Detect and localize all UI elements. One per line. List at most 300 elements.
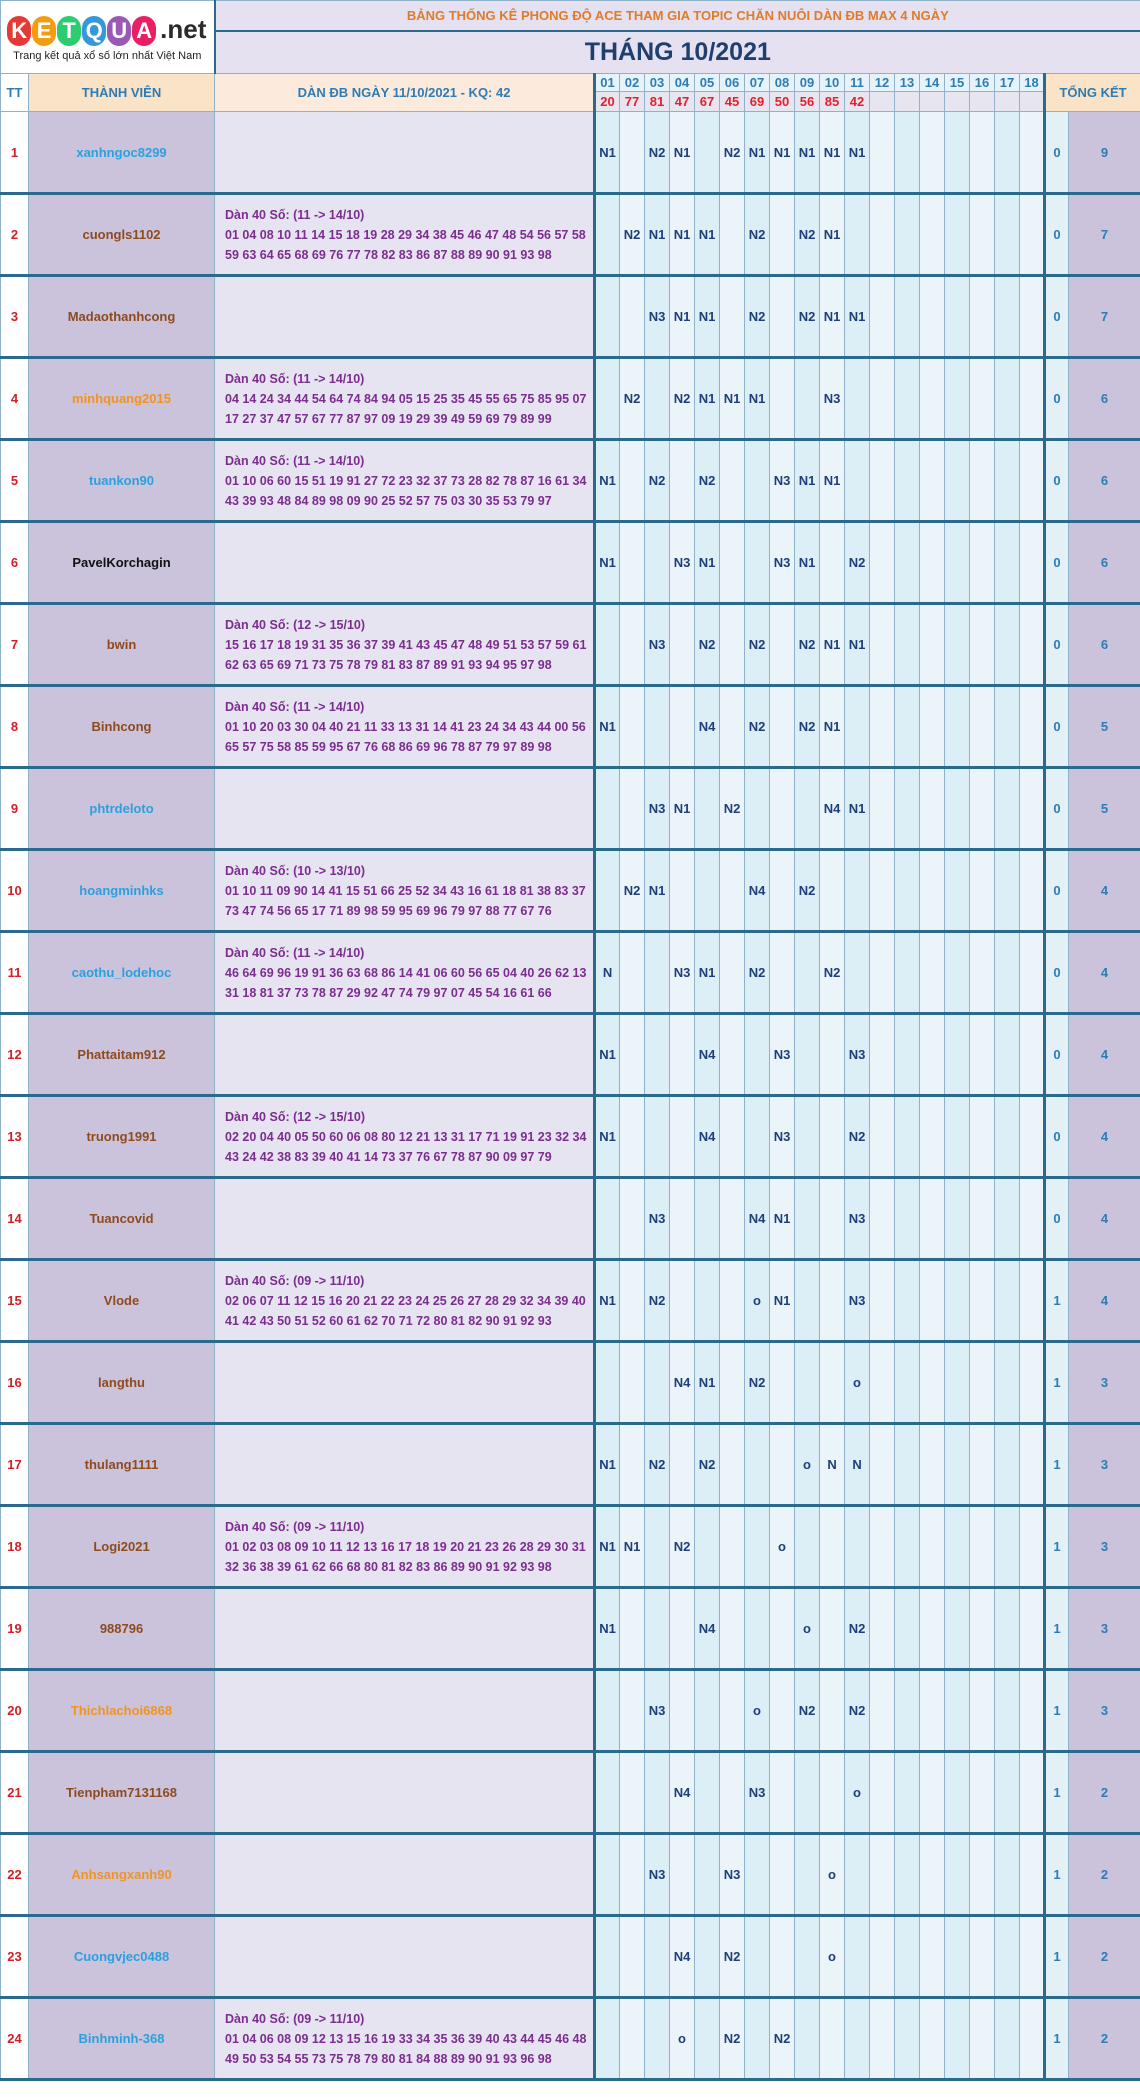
dan-cell xyxy=(215,1014,595,1096)
day-mark: o xyxy=(745,1670,770,1752)
day-mark xyxy=(970,194,995,276)
day-result: 20 xyxy=(595,92,620,112)
day-mark xyxy=(645,358,670,440)
day-mark: N2 xyxy=(745,1342,770,1424)
summary-hits: 1 xyxy=(1045,1752,1069,1834)
member-name[interactable]: cuongls1102 xyxy=(29,194,215,276)
day-mark: N4 xyxy=(695,1096,720,1178)
logo-letters xyxy=(7,18,157,43)
member-row xyxy=(1,1014,1140,1096)
day-mark: N1 xyxy=(620,1506,645,1588)
summary-total: 4 xyxy=(1069,1178,1140,1260)
day-mark xyxy=(845,932,870,1014)
day-mark: N3 xyxy=(645,1178,670,1260)
day-mark xyxy=(595,1670,620,1752)
member-name[interactable]: Binhminh-368 xyxy=(29,1998,215,2080)
member-name[interactable]: bwin xyxy=(29,604,215,686)
day-mark xyxy=(970,440,995,522)
day-mark xyxy=(820,1342,845,1424)
day-mark xyxy=(945,850,970,932)
day-mark xyxy=(920,686,945,768)
day-mark xyxy=(995,1916,1020,1998)
day-mark xyxy=(895,1096,920,1178)
dan-numbers: 01 10 11 09 90 14 41 15 51 66 25 52 34 43 16 61 18 81 38 83 37 73 47 74 56 65 17 71 89 98 59 95 69 96 79 97 88 77 67 76 xyxy=(225,883,586,918)
day-mark xyxy=(920,1260,945,1342)
row-number: 5 xyxy=(1,440,29,522)
day-mark xyxy=(770,850,795,932)
day-mark xyxy=(670,1014,695,1096)
day-mark: N4 xyxy=(745,850,770,932)
day-mark xyxy=(720,686,745,768)
day-mark xyxy=(1020,112,1045,194)
day-header: 12 xyxy=(870,74,895,92)
day-mark xyxy=(970,1670,995,1752)
day-mark xyxy=(645,1588,670,1670)
day-mark xyxy=(920,276,945,358)
day-mark xyxy=(870,112,895,194)
summary-total: 2 xyxy=(1069,1916,1140,1998)
day-mark xyxy=(695,850,720,932)
day-mark xyxy=(1020,1096,1045,1178)
dan-title: Dàn 40 Số: (11 -> 14/10) xyxy=(225,699,365,714)
member-name[interactable]: PavelKorchagin xyxy=(29,522,215,604)
dan-title: Dàn 40 Số: (11 -> 14/10) xyxy=(225,207,365,222)
day-mark xyxy=(645,1096,670,1178)
member-row xyxy=(1,1424,1140,1506)
day-mark xyxy=(670,1178,695,1260)
summary-hits: 1 xyxy=(1045,1506,1069,1588)
day-header: 15 xyxy=(945,74,970,92)
day-mark xyxy=(920,358,945,440)
dan-cell xyxy=(215,850,595,932)
day-mark xyxy=(845,1998,870,2080)
row-number: 24 xyxy=(1,1998,29,2080)
day-mark: N3 xyxy=(745,1752,770,1834)
logo-word xyxy=(7,13,207,46)
summary-total: 2 xyxy=(1069,1998,1140,2080)
day-mark xyxy=(720,1096,745,1178)
day-mark: N1 xyxy=(820,112,845,194)
day-result: 50 xyxy=(770,92,795,112)
member-name[interactable]: Madaothanhcong xyxy=(29,276,215,358)
day-mark xyxy=(595,768,620,850)
day-mark xyxy=(720,1178,745,1260)
dan-numbers: 01 04 06 08 09 12 13 15 16 19 33 34 35 36 39 40 43 44 45 46 48 49 50 53 54 55 73 75 78 79 80 81 84 88 89 90 91 93 96 98 xyxy=(225,2031,587,2066)
summary-hits: 0 xyxy=(1045,850,1069,932)
member-name[interactable]: Cuongvjec0488 xyxy=(29,1916,215,1998)
day-mark xyxy=(895,1014,920,1096)
day-mark xyxy=(620,1752,645,1834)
day-mark xyxy=(1020,604,1045,686)
day-result: 77 xyxy=(620,92,645,112)
day-mark xyxy=(970,1342,995,1424)
summary-total: 5 xyxy=(1069,686,1140,768)
day-mark xyxy=(745,1916,770,1998)
day-mark: N3 xyxy=(645,604,670,686)
dan-numbers: 04 14 24 34 44 54 64 74 84 94 05 15 25 35 45 55 65 75 85 95 07 17 27 37 47 57 67 77 87 97 09 19 29 39 49 59 69 79 89 99 xyxy=(225,391,587,426)
day-header: 02 xyxy=(620,74,645,92)
dan-title: Dàn 40 Số: (11 -> 14/10) xyxy=(225,371,365,386)
summary-hits: 1 xyxy=(1045,1588,1069,1670)
day-mark: N1 xyxy=(595,1260,620,1342)
day-mark xyxy=(870,1424,895,1506)
day-mark xyxy=(995,604,1020,686)
day-mark xyxy=(745,1096,770,1178)
member-name[interactable]: Thichlachoi6868 xyxy=(29,1670,215,1752)
day-mark xyxy=(870,1260,895,1342)
day-mark xyxy=(895,1424,920,1506)
day-mark xyxy=(945,358,970,440)
day-mark xyxy=(795,1916,820,1998)
day-mark xyxy=(920,1342,945,1424)
day-mark xyxy=(920,1752,945,1834)
member-name[interactable]: 988796 xyxy=(29,1588,215,1670)
member-name[interactable]: caothu_lodehoc xyxy=(29,932,215,1014)
day-mark: N1 xyxy=(595,440,620,522)
day-mark xyxy=(995,932,1020,1014)
day-mark: N4 xyxy=(695,1588,720,1670)
day-mark xyxy=(845,194,870,276)
member-name[interactable]: Anhsangxanh90 xyxy=(29,1834,215,1916)
day-mark xyxy=(895,932,920,1014)
day-result xyxy=(895,92,920,112)
dan-cell xyxy=(215,1752,595,1834)
day-mark xyxy=(770,604,795,686)
row-number: 8 xyxy=(1,686,29,768)
day-mark xyxy=(870,932,895,1014)
member-row xyxy=(1,1834,1140,1916)
row-number: 19 xyxy=(1,1588,29,1670)
day-mark xyxy=(970,112,995,194)
day-result: 69 xyxy=(745,92,770,112)
day-mark xyxy=(920,1096,945,1178)
row-number: 4 xyxy=(1,358,29,440)
dan-cell xyxy=(215,522,595,604)
day-result xyxy=(995,92,1020,112)
summary-total: 3 xyxy=(1069,1670,1140,1752)
dan-title: Dàn 40 Số: (09 -> 11/10) xyxy=(225,1273,365,1288)
day-mark: N3 xyxy=(670,932,695,1014)
day-mark xyxy=(720,1260,745,1342)
day-mark: N3 xyxy=(645,1834,670,1916)
day-mark xyxy=(920,1506,945,1588)
summary-hits: 1 xyxy=(1045,1670,1069,1752)
day-mark xyxy=(870,850,895,932)
day-mark xyxy=(895,1178,920,1260)
day-mark: N4 xyxy=(745,1178,770,1260)
day-mark xyxy=(795,1834,820,1916)
row-number: 22 xyxy=(1,1834,29,1916)
day-mark xyxy=(970,1014,995,1096)
day-mark xyxy=(820,850,845,932)
day-mark: N2 xyxy=(795,850,820,932)
dan-cell xyxy=(215,686,595,768)
day-mark xyxy=(970,276,995,358)
summary-total: 7 xyxy=(1069,194,1140,276)
summary-total: 7 xyxy=(1069,276,1140,358)
member-name[interactable]: hoangminhks xyxy=(29,850,215,932)
dan-cell xyxy=(215,1342,595,1424)
summary-total: 3 xyxy=(1069,1424,1140,1506)
day-mark xyxy=(895,1588,920,1670)
day-mark: N2 xyxy=(620,358,645,440)
summary-total: 3 xyxy=(1069,1588,1140,1670)
logo-suffix: .net xyxy=(160,13,207,44)
day-mark xyxy=(945,604,970,686)
day-mark xyxy=(745,440,770,522)
row-number: 13 xyxy=(1,1096,29,1178)
member-name[interactable]: thulang1111 xyxy=(29,1424,215,1506)
row-number: 20 xyxy=(1,1670,29,1752)
summary-total: 2 xyxy=(1069,1834,1140,1916)
day-mark xyxy=(645,1014,670,1096)
day-mark xyxy=(620,112,645,194)
day-mark xyxy=(870,276,895,358)
day-mark xyxy=(595,604,620,686)
summary-hits: 0 xyxy=(1045,358,1069,440)
day-mark xyxy=(1020,1506,1045,1588)
day-result: 81 xyxy=(645,92,670,112)
day-header: 11 xyxy=(845,74,870,92)
member-name[interactable]: minhquang2015 xyxy=(29,358,215,440)
summary-hits: 1 xyxy=(1045,1998,1069,2080)
member-row xyxy=(1,1096,1140,1178)
day-mark xyxy=(595,276,620,358)
day-header: 17 xyxy=(995,74,1020,92)
day-mark xyxy=(970,522,995,604)
day-mark xyxy=(645,522,670,604)
member-name[interactable]: Tienpham7131168 xyxy=(29,1752,215,1834)
day-mark xyxy=(895,604,920,686)
day-result xyxy=(920,92,945,112)
day-mark xyxy=(920,1670,945,1752)
day-mark xyxy=(895,358,920,440)
day-mark xyxy=(970,1424,995,1506)
day-mark: N2 xyxy=(745,932,770,1014)
member-name[interactable]: Tuancovid xyxy=(29,1178,215,1260)
day-mark xyxy=(720,194,745,276)
day-mark: N1 xyxy=(695,358,720,440)
day-mark xyxy=(820,1260,845,1342)
dan-title: Dàn 40 Số: (11 -> 14/10) xyxy=(225,945,365,960)
day-header: 16 xyxy=(970,74,995,92)
member-row xyxy=(1,1916,1140,1998)
day-mark xyxy=(770,932,795,1014)
day-mark: N1 xyxy=(670,768,695,850)
row-number: 7 xyxy=(1,604,29,686)
day-mark xyxy=(920,440,945,522)
day-mark xyxy=(870,1342,895,1424)
day-mark xyxy=(995,440,1020,522)
member-name[interactable]: Logi2021 xyxy=(29,1506,215,1588)
day-mark: o xyxy=(745,1260,770,1342)
day-mark xyxy=(795,1178,820,1260)
day-mark xyxy=(920,194,945,276)
day-mark xyxy=(1020,768,1045,850)
dan-numbers: 01 10 06 60 15 51 19 91 27 72 23 32 37 73 28 82 78 87 16 61 34 43 39 93 48 84 89 98 09 90 25 52 57 75 03 30 35 53 79 97 xyxy=(225,473,587,508)
day-mark xyxy=(945,1178,970,1260)
day-mark xyxy=(745,1506,770,1588)
day-mark xyxy=(620,1588,645,1670)
day-mark: N2 xyxy=(645,440,670,522)
day-mark xyxy=(995,1670,1020,1752)
member-name[interactable]: Vlode xyxy=(29,1260,215,1342)
day-mark: N2 xyxy=(695,440,720,522)
day-mark xyxy=(920,604,945,686)
member-name[interactable]: Binhcong xyxy=(29,686,215,768)
member-name[interactable]: phtrdeloto xyxy=(29,768,215,850)
day-mark xyxy=(845,1834,870,1916)
day-mark: N1 xyxy=(770,112,795,194)
summary-hits: 0 xyxy=(1045,276,1069,358)
day-mark: N3 xyxy=(645,1670,670,1752)
day-mark xyxy=(895,276,920,358)
day-mark: o xyxy=(670,1998,695,2080)
day-mark xyxy=(720,440,745,522)
member-name[interactable]: xanhngoc8299 xyxy=(29,112,215,194)
summary-total: 4 xyxy=(1069,1014,1140,1096)
day-mark xyxy=(795,768,820,850)
member-row xyxy=(1,1506,1140,1588)
day-mark: N3 xyxy=(845,1014,870,1096)
day-mark xyxy=(1020,1752,1045,1834)
day-mark xyxy=(920,932,945,1014)
day-mark: N2 xyxy=(795,604,820,686)
day-mark xyxy=(1020,440,1045,522)
day-mark xyxy=(945,522,970,604)
day-mark: N1 xyxy=(795,440,820,522)
day-mark xyxy=(995,1588,1020,1670)
row-number: 17 xyxy=(1,1424,29,1506)
day-mark xyxy=(695,1670,720,1752)
day-mark: N2 xyxy=(745,604,770,686)
day-header: 01 xyxy=(595,74,620,92)
day-mark xyxy=(620,522,645,604)
day-mark xyxy=(620,1342,645,1424)
day-mark: N1 xyxy=(670,276,695,358)
day-mark xyxy=(670,850,695,932)
day-mark xyxy=(770,1916,795,1998)
day-mark xyxy=(945,1588,970,1670)
ketqua-logo[interactable] xyxy=(1,3,214,71)
dan-cell xyxy=(215,1178,595,1260)
dan-numbers: 15 16 17 18 19 31 35 36 37 39 41 43 45 47 48 49 51 53 57 59 61 62 63 65 69 71 73 75 78 79 81 83 87 89 91 93 94 95 97 98 xyxy=(225,637,587,672)
day-mark: N2 xyxy=(620,194,645,276)
day-mark xyxy=(945,1506,970,1588)
day-mark: o xyxy=(820,1834,845,1916)
day-header: 13 xyxy=(895,74,920,92)
summary-hits: 0 xyxy=(1045,522,1069,604)
day-mark xyxy=(695,1998,720,2080)
day-mark xyxy=(970,850,995,932)
day-mark xyxy=(970,604,995,686)
row-number: 18 xyxy=(1,1506,29,1588)
member-name[interactable]: truong1991 xyxy=(29,1096,215,1178)
day-mark xyxy=(645,1752,670,1834)
day-mark xyxy=(595,1834,620,1916)
header-dan: DÀN ĐB NGÀY 11/10/2021 - KQ: 42 xyxy=(215,74,595,112)
summary-total: 6 xyxy=(1069,440,1140,522)
day-mark xyxy=(995,276,1020,358)
member-row xyxy=(1,358,1140,440)
day-mark xyxy=(895,686,920,768)
row-number: 9 xyxy=(1,768,29,850)
day-result: 56 xyxy=(795,92,820,112)
member-name[interactable]: Phattaitam912 xyxy=(29,1014,215,1096)
day-mark xyxy=(1020,358,1045,440)
day-mark xyxy=(820,1752,845,1834)
day-mark xyxy=(870,358,895,440)
day-mark: o xyxy=(845,1752,870,1834)
dan-cell xyxy=(215,1834,595,1916)
day-mark xyxy=(720,1506,745,1588)
header-summary: TỔNG KẾT xyxy=(1045,74,1140,112)
member-name[interactable]: langthu xyxy=(29,1342,215,1424)
day-mark xyxy=(970,1588,995,1670)
day-mark: N2 xyxy=(845,1096,870,1178)
day-mark: N2 xyxy=(695,604,720,686)
day-mark xyxy=(970,1260,995,1342)
month-title: THÁNG 10/2021 xyxy=(215,31,1140,74)
day-mark xyxy=(895,194,920,276)
day-mark xyxy=(795,932,820,1014)
day-mark: N1 xyxy=(595,112,620,194)
day-mark xyxy=(920,1178,945,1260)
day-mark: N1 xyxy=(820,194,845,276)
dan-cell xyxy=(215,604,595,686)
day-header: 18 xyxy=(1020,74,1045,92)
day-mark xyxy=(720,276,745,358)
day-mark: o xyxy=(845,1342,870,1424)
day-header: 05 xyxy=(695,74,720,92)
dan-numbers: 02 06 07 11 12 15 16 20 21 22 23 24 25 26 27 28 29 32 34 39 40 41 42 43 50 51 52 60 61 62 70 71 72 80 81 82 90 91 92 93 xyxy=(225,1293,586,1328)
day-mark xyxy=(945,1014,970,1096)
day-mark xyxy=(845,358,870,440)
day-mark: N1 xyxy=(745,358,770,440)
day-mark xyxy=(745,1998,770,2080)
member-row xyxy=(1,850,1140,932)
day-mark xyxy=(1020,686,1045,768)
day-mark xyxy=(845,1916,870,1998)
day-mark xyxy=(895,768,920,850)
summary-hits: 0 xyxy=(1045,1178,1069,1260)
dan-cell xyxy=(215,1588,595,1670)
day-mark: N1 xyxy=(695,276,720,358)
day-mark: N4 xyxy=(695,686,720,768)
member-name[interactable]: tuankon90 xyxy=(29,440,215,522)
logo-area[interactable] xyxy=(1,1,215,74)
day-mark: N1 xyxy=(795,112,820,194)
day-mark xyxy=(670,1834,695,1916)
day-mark xyxy=(895,1834,920,1916)
day-mark xyxy=(895,850,920,932)
day-mark xyxy=(920,768,945,850)
day-mark xyxy=(695,768,720,850)
day-mark xyxy=(945,686,970,768)
day-mark: N xyxy=(820,1424,845,1506)
row-number: 23 xyxy=(1,1916,29,1998)
logo-letter: A xyxy=(132,16,156,46)
member-row xyxy=(1,440,1140,522)
member-row xyxy=(1,1260,1140,1342)
day-mark xyxy=(645,1506,670,1588)
day-mark xyxy=(945,1670,970,1752)
member-row xyxy=(1,1588,1140,1670)
day-mark xyxy=(1020,1998,1045,2080)
day-mark: N1 xyxy=(645,194,670,276)
dan-title: Dàn 40 Số: (09 -> 11/10) xyxy=(225,1519,365,1534)
day-mark xyxy=(745,522,770,604)
